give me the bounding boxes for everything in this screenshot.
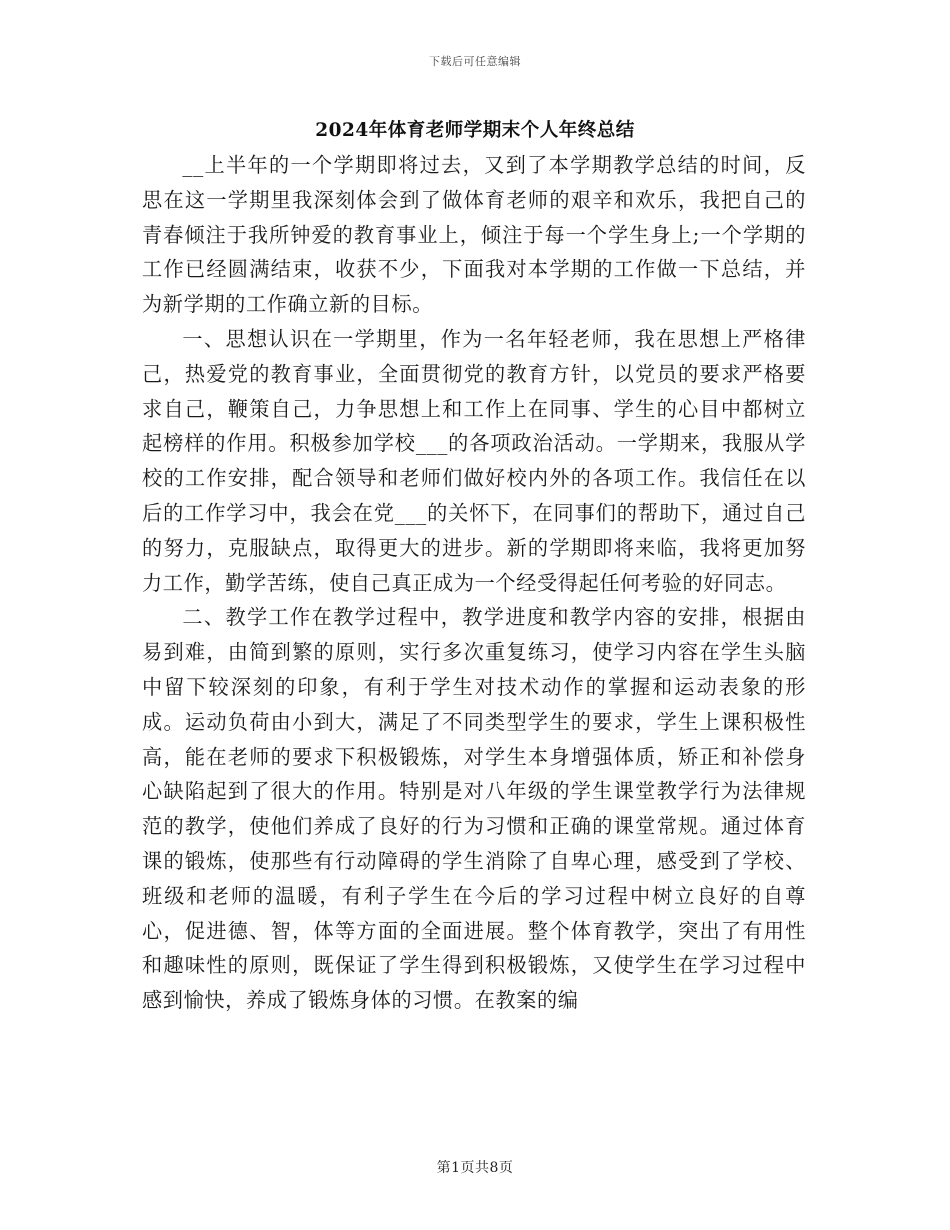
paragraph-section-2: 二、教学工作在教学过程中，教学进度和教学内容的安排，根据由易到难，由简到繁的原则，实行多次重复练习，使学习内容在学生头脑中留下较深刻的印象，有利于学生对技术动作的掌握和运动表象的形成。运动负荷由小到大，满足了不同类型学生的要求，学生上课积极性高，能在老师的要求下积极锻炼，对学生本身增强体质，矫正和补偿身心缺陷起到了很大的作用。特别是对八年级的学生课堂教学行为法律规范的教学，使他们养成了良好的行为习惯和正确的课堂常规。通过体育课的锻炼，使那些有行动障碍的学生消除了自卑心理，感受到了学校、班级和老师的温暖，有利子学生在今后的学习过程中树立良好的自尊心，促进德、智，体等方面的全面进展。整个体育教学，突出了有用性和趣味性的原则，既保证了学生得到积极锻炼，又使学生在学习过程中感到愉快，养成了锻炼身体的习惯。在教案的编 xyxy=(142,605,806,1013)
paragraph-intro: __上半年的一个学期即将过去，又到了本学期教学总结的时间，反思在这一学期里我深刻体会到了做体育老师的艰辛和欢乐，我把自己的青春倾注于我所钟爱的教育事业上，倾注于每一个学生身上;一个学期的工作已经圆满结束，收获不少，下面我对本学期的工作做一下总结，并为新学期的工作确立新的目标。 xyxy=(142,153,806,317)
paragraph-section-1: 一、思想认识在一学期里，作为一名年轻老师，我在思想上严格律己，热爱党的教育事业，全面贯彻党的教育方针，以党员的要求严格要求自己，鞭策自己，力争思想上和工作上在同事、学生的心目中都树立起榜样的作用。积极参加学校___的各项政治活动。一学期来，我服从学校的工作安排，配合领导和老师们做好校内外的各项工作。我信任在以后的工作学习中，我会在党___的关怀下，在同事们的帮助下，通过自己的努力，克服缺点，取得更大的进步。新的学期即将来临，我将更加努力工作，勤学苦练，使自己真正成为一个经受得起任何考验的好同志。 xyxy=(142,326,806,595)
page-number-footer: 第1页共8页 xyxy=(436,1160,514,1176)
page-header-note: 下载后可任意编辑 xyxy=(429,55,521,68)
document-body xyxy=(142,148,806,1018)
document-title: 2024年体育老师学期末个人年终总结 xyxy=(315,120,635,141)
